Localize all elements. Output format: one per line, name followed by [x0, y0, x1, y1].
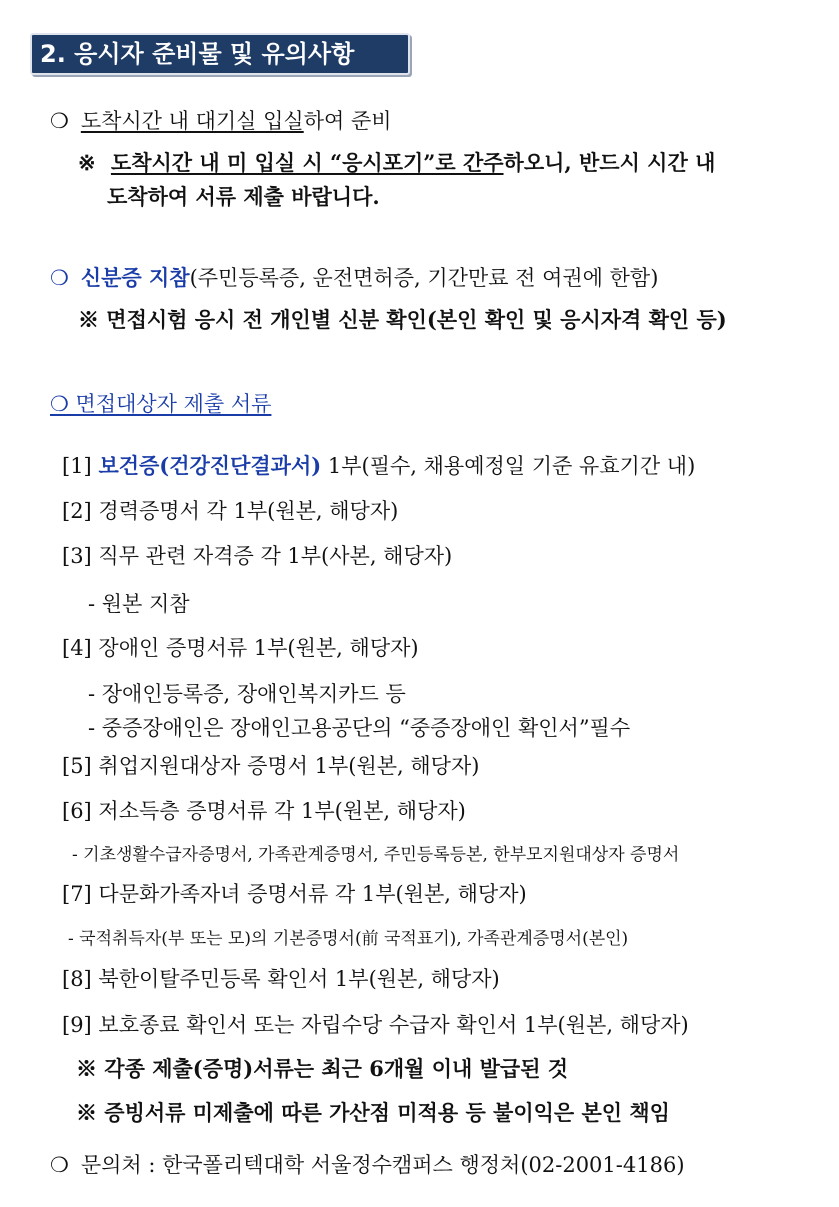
document-item-3-sub: - 원본 지참 [88, 592, 190, 616]
arrival-rest: 하여 준비 [303, 109, 392, 133]
arrival-underlined: 도착시간 내 대기실 입실 [80, 109, 304, 133]
document-item-7: [7] 다문화가족자녀 증명서류 각 1부(원본, 해당자) [62, 882, 527, 906]
note-mark: ※ [78, 150, 96, 175]
documents-note-1: ※ 각종 제출(증명)서류는 최근 6개월 이내 발급된 것 [76, 1056, 569, 1081]
arrival-note-line [78, 149, 715, 177]
item1-rest: 1부(필수, 채용예정일 기준 유효기간 내) [327, 454, 696, 478]
contact-line [50, 1151, 685, 1179]
arrival-line [50, 107, 392, 135]
document-item-6-sub: - 기초생활수급자증명서, 가족관계증명서, 주민등록등본, 한부모지원대상자 증명서 [72, 845, 680, 865]
id-card-rest: (주민등록증, 운전면허증, 기간만료 전 여권에 한함) [189, 266, 659, 290]
documents-note-2: ※ 증빙서류 미제출에 따른 가산점 미적용 등 불이익은 본인 책임 [76, 1100, 670, 1125]
document-item-4-sub2: - 중증장애인은 장애인고용공단의 “중증장애인 확인서”필수 [88, 716, 631, 740]
document-item-2: [2] 경력증명서 각 1부(원본, 해당자) [62, 499, 399, 523]
section-title: 2. 응시자 준비물 및 유의사항 [40, 40, 355, 68]
document-item-8: [8] 북한이탈주민등록 확인서 1부(원본, 해당자) [62, 967, 500, 991]
id-card-line [50, 264, 658, 292]
document-item-6: [6] 저소득층 증명서류 각 1부(원본, 해당자) [62, 799, 466, 823]
document-item-5: [5] 취업지원대상자 증명서 1부(원본, 해당자) [62, 754, 480, 778]
item1-health-cert: 보건증(건강진단결과서) [98, 453, 322, 478]
id-card-note: ※ 면접시험 응시 전 개인별 신분 확인(본인 확인 및 응시자격 확인 등) [78, 307, 727, 332]
circle-bullet-icon: ❍ [50, 266, 69, 290]
document-item-1 [62, 452, 695, 480]
circle-bullet-icon: ❍ [50, 1153, 69, 1177]
item1-number: [1] [62, 454, 92, 478]
circle-bullet-icon: ❍ [50, 109, 69, 133]
document-item-3: [3] 직무 관련 자격증 각 1부(사본, 해당자) [62, 544, 453, 568]
id-card-bold: 신분증 지참 [80, 265, 190, 290]
contact-text: 문의처 : 한국폴리텍대학 서울정수캠퍼스 행정처(02-2001-4186) [80, 1153, 685, 1177]
documents-heading: ❍ 면접대상자 제출 서류 [50, 392, 272, 416]
document-item-4-sub1: - 장애인등록증, 장애인복지카드 등 [88, 682, 406, 706]
arrival-note-underlined: 도착시간 내 미 입실 시 “응시포기”로 간주 [110, 150, 504, 175]
arrival-note-line2: 도착하여 서류 제출 바랍니다. [107, 184, 380, 209]
document-item-7-sub: - 국적취득자(부 또는 모)의 기본증명서(前 국적표기), 가족관계증명서(본인) [68, 929, 629, 949]
arrival-note-rest: 하오니, 반드시 시간 내 [503, 150, 716, 175]
document-item-4: [4] 장애인 증명서류 1부(원본, 해당자) [62, 636, 419, 660]
document-item-9: [9] 보호종료 확인서 또는 자립수당 수급자 확인서 1부(원본, 해당자) [62, 1013, 689, 1037]
